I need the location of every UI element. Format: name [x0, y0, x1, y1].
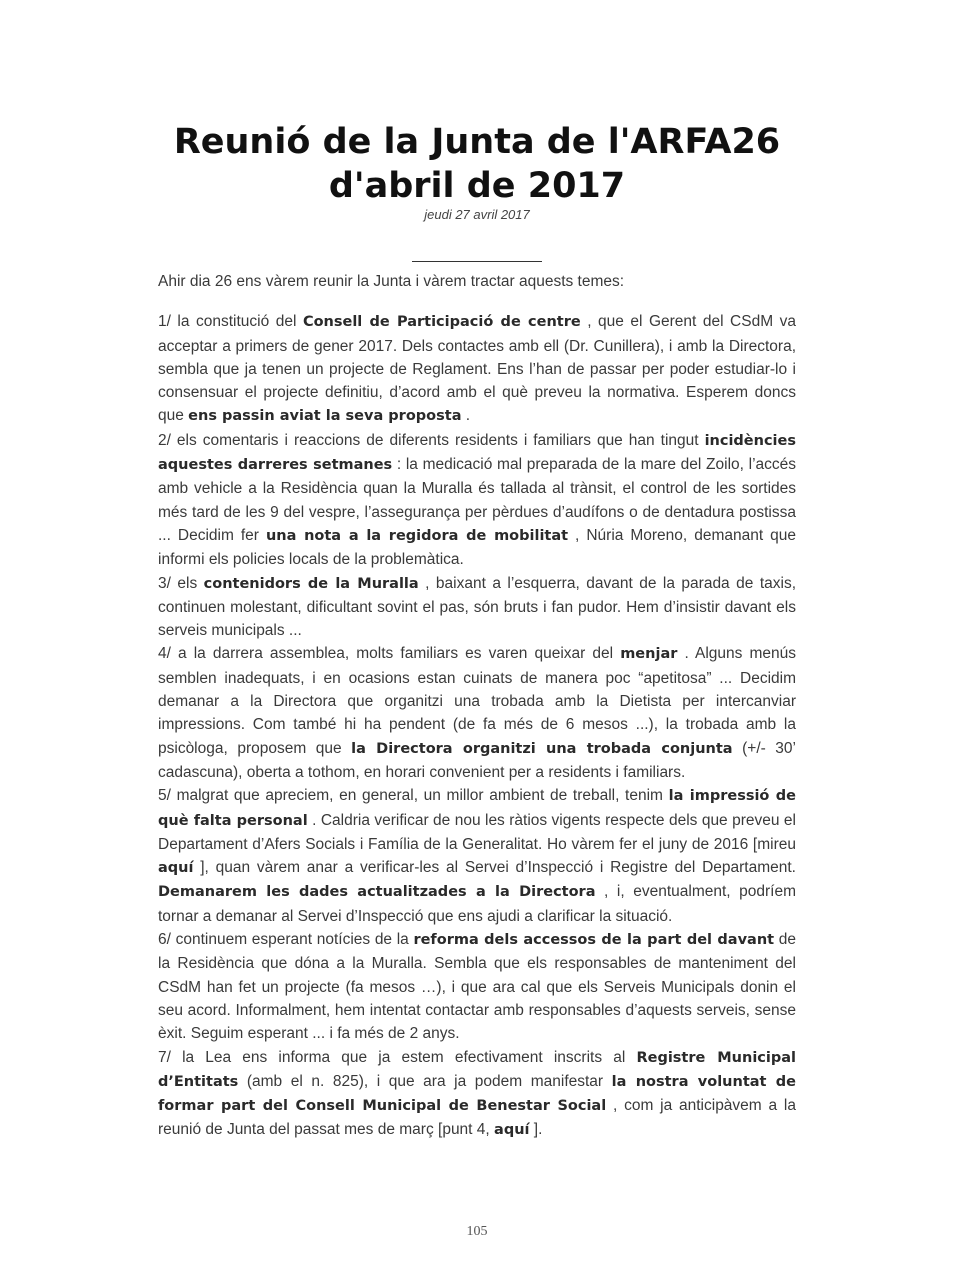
item-2-bold-1: incidències aquestes darreres setmanes	[158, 432, 796, 474]
item-7-text-2: (amb el n. 825), i que ara ja podem manifestar	[238, 1072, 612, 1090]
item-6-bold-1: reforma dels accessos de la part del davant	[413, 932, 775, 949]
item-1-text-1: 1/ la constitució del	[158, 313, 303, 331]
agenda-item-6	[158, 928, 796, 1045]
item-3-text-1: 3/ els	[158, 574, 204, 592]
item-5-link-text[interactable]: aquí	[158, 860, 194, 877]
item-5-aqui-link[interactable]	[158, 859, 193, 876]
item-7-aqui-link[interactable]	[494, 1121, 529, 1138]
post-date: jeudi 27 avril 2017	[424, 207, 530, 222]
item-7-bold-1: Registre Municipal d’Entitats	[158, 1049, 796, 1090]
item-7-text-1: 7/ la Lea ens informa que ja estem efectivament inscrits al	[158, 1048, 637, 1066]
agenda-item-1	[158, 310, 796, 428]
item-4-text-3: (+/- 30’ cadascuna), oberta a tothom, en horari convenient per a residents i familiars.	[158, 739, 796, 781]
item-5-bold-1: la impressió de què falta personal	[158, 788, 796, 829]
item-2-text-3: , Núria Moreno, demanant que informi els policies locals de la problemàtica.	[158, 526, 796, 569]
article-body	[158, 270, 796, 1143]
item-1-text-2: , que el Gerent del CSdM va acceptar a primers de gener 2017. Dels contactes amb ell (Dr. Cunillera), i amb la Directora, sembla que ja tenen un projecte de Reglament. Ens l’han de passar per poder estudiar-lo i consensuar el projecte definitiu, d’acord amb el què preveu la normativa. Esperem doncs que	[158, 313, 796, 425]
item-5-text-4: , i, eventualment, podríem tornar a demanar al Servei d’Inspecció que ens ajudi a clarificar la situació.	[158, 883, 796, 925]
item-2-text-2: : la medicació mal preparada de la mare del Zoilo, l’accés amb vehicle a la Residència quan la Muralla és tallada al trànsit, el control de les sortides més tard de les 9 del vespre, l’assegurança per pèrdues d’audífons o de dentadura postissa ... Decidim fer	[158, 456, 797, 544]
agenda-item-5	[158, 784, 796, 928]
item-6-text-2: de la Residència que dóna a la Muralla. Sembla que els responsables de manteniment del CSdM han fet un projecte (fa mesos …), i que ara cal que els Serveis Municipals donin el seu acord. Informalment, hem intentat contactar amb responsables d’aquests serveis, sense èxit. Seguim esperant ... i fa més de 2 anys.	[158, 931, 796, 1043]
agenda-item-4	[158, 642, 796, 784]
agenda-item-3	[158, 572, 796, 643]
item-4-text-1: 4/ a la darrera assemblea, molts familiars es varen queixar del	[158, 645, 621, 663]
title-separator	[412, 261, 542, 262]
item-7-bold-2: la nostra voluntat de formar part del Consell Municipal de Benestar Social	[158, 1073, 796, 1115]
item-4-bold-2: la Directora organitzi una trobada conjunta	[351, 740, 733, 757]
item-1-text-3: .	[461, 407, 471, 425]
page-title	[140, 120, 814, 208]
item-2-text-1: 2/ els comentaris i reaccions de diferents residents i familiars que han tingut	[158, 431, 705, 449]
item-3-text-2: , baixant a l’esquerra, davant de la parada de taxis, continuen molestant, dificultant sovint el pas, són bruts i fan pudor. Hem d’insistir davant els serveis municipals ...	[158, 574, 796, 640]
item-4-text-2: . Alguns menús semblen inadequats, i en ocasions estan cuinats de manera poc “apetitosa” ... Decidim demanar a la Directora que organitzi una trobada amb la Dietista per intercanviar impressions. Com també hi ha pendent (de fa més de 6 mesos ...), la trobada amb la psicòloga, proposem que	[158, 645, 797, 757]
page-number: 105	[466, 1224, 488, 1239]
item-1-bold-1: Consell de Participació de centre	[302, 314, 581, 331]
item-5-text-2: . Caldria verificar de nou les ràtios vigents respecte dels que preveu el Departament d’Afers Socials i Família de la Generalitat. Ho vàrem fer el juny de 2016 [mireu	[158, 811, 796, 853]
agenda-item-2	[158, 429, 796, 572]
item-2-bold-2: una nota a la regidora de mobilitat	[265, 527, 569, 544]
title-line-1: Reunió de la Junta de l'ARFA26	[173, 122, 781, 162]
item-5-text-3: ], quan vàrem anar a verificar-les al Servei d’Inspecció i Registre del Departament.	[193, 859, 796, 877]
item-4-bold-1: menjar	[620, 646, 678, 663]
item-7-text-4: ].	[529, 1121, 543, 1139]
agenda-item-7	[158, 1046, 796, 1143]
item-7-link-text[interactable]: aquí	[494, 1122, 530, 1139]
item-5-text-1: 5/ malgrat que apreciem, en general, un millor ambient de treball, tenim	[158, 787, 669, 805]
item-7-text-3: , com ja anticipàvem a la reunió de Junta del passat mes de març [punt 4,	[158, 1097, 796, 1139]
item-6-text-1: 6/ continuem esperant notícies de la	[158, 931, 414, 949]
item-1-bold-2: ens passin aviat la seva proposta	[188, 408, 462, 425]
title-line-2: d'abril de 2017	[328, 166, 626, 206]
item-5-bold-2: Demanarem les dades actualitzades a la Directora	[158, 884, 596, 901]
item-3-bold-1: contenidors de la Muralla	[203, 575, 419, 592]
intro-paragraph: Ahir dia 26 ens vàrem reunir la Junta i vàrem tractar aquests temes:	[158, 273, 625, 290]
